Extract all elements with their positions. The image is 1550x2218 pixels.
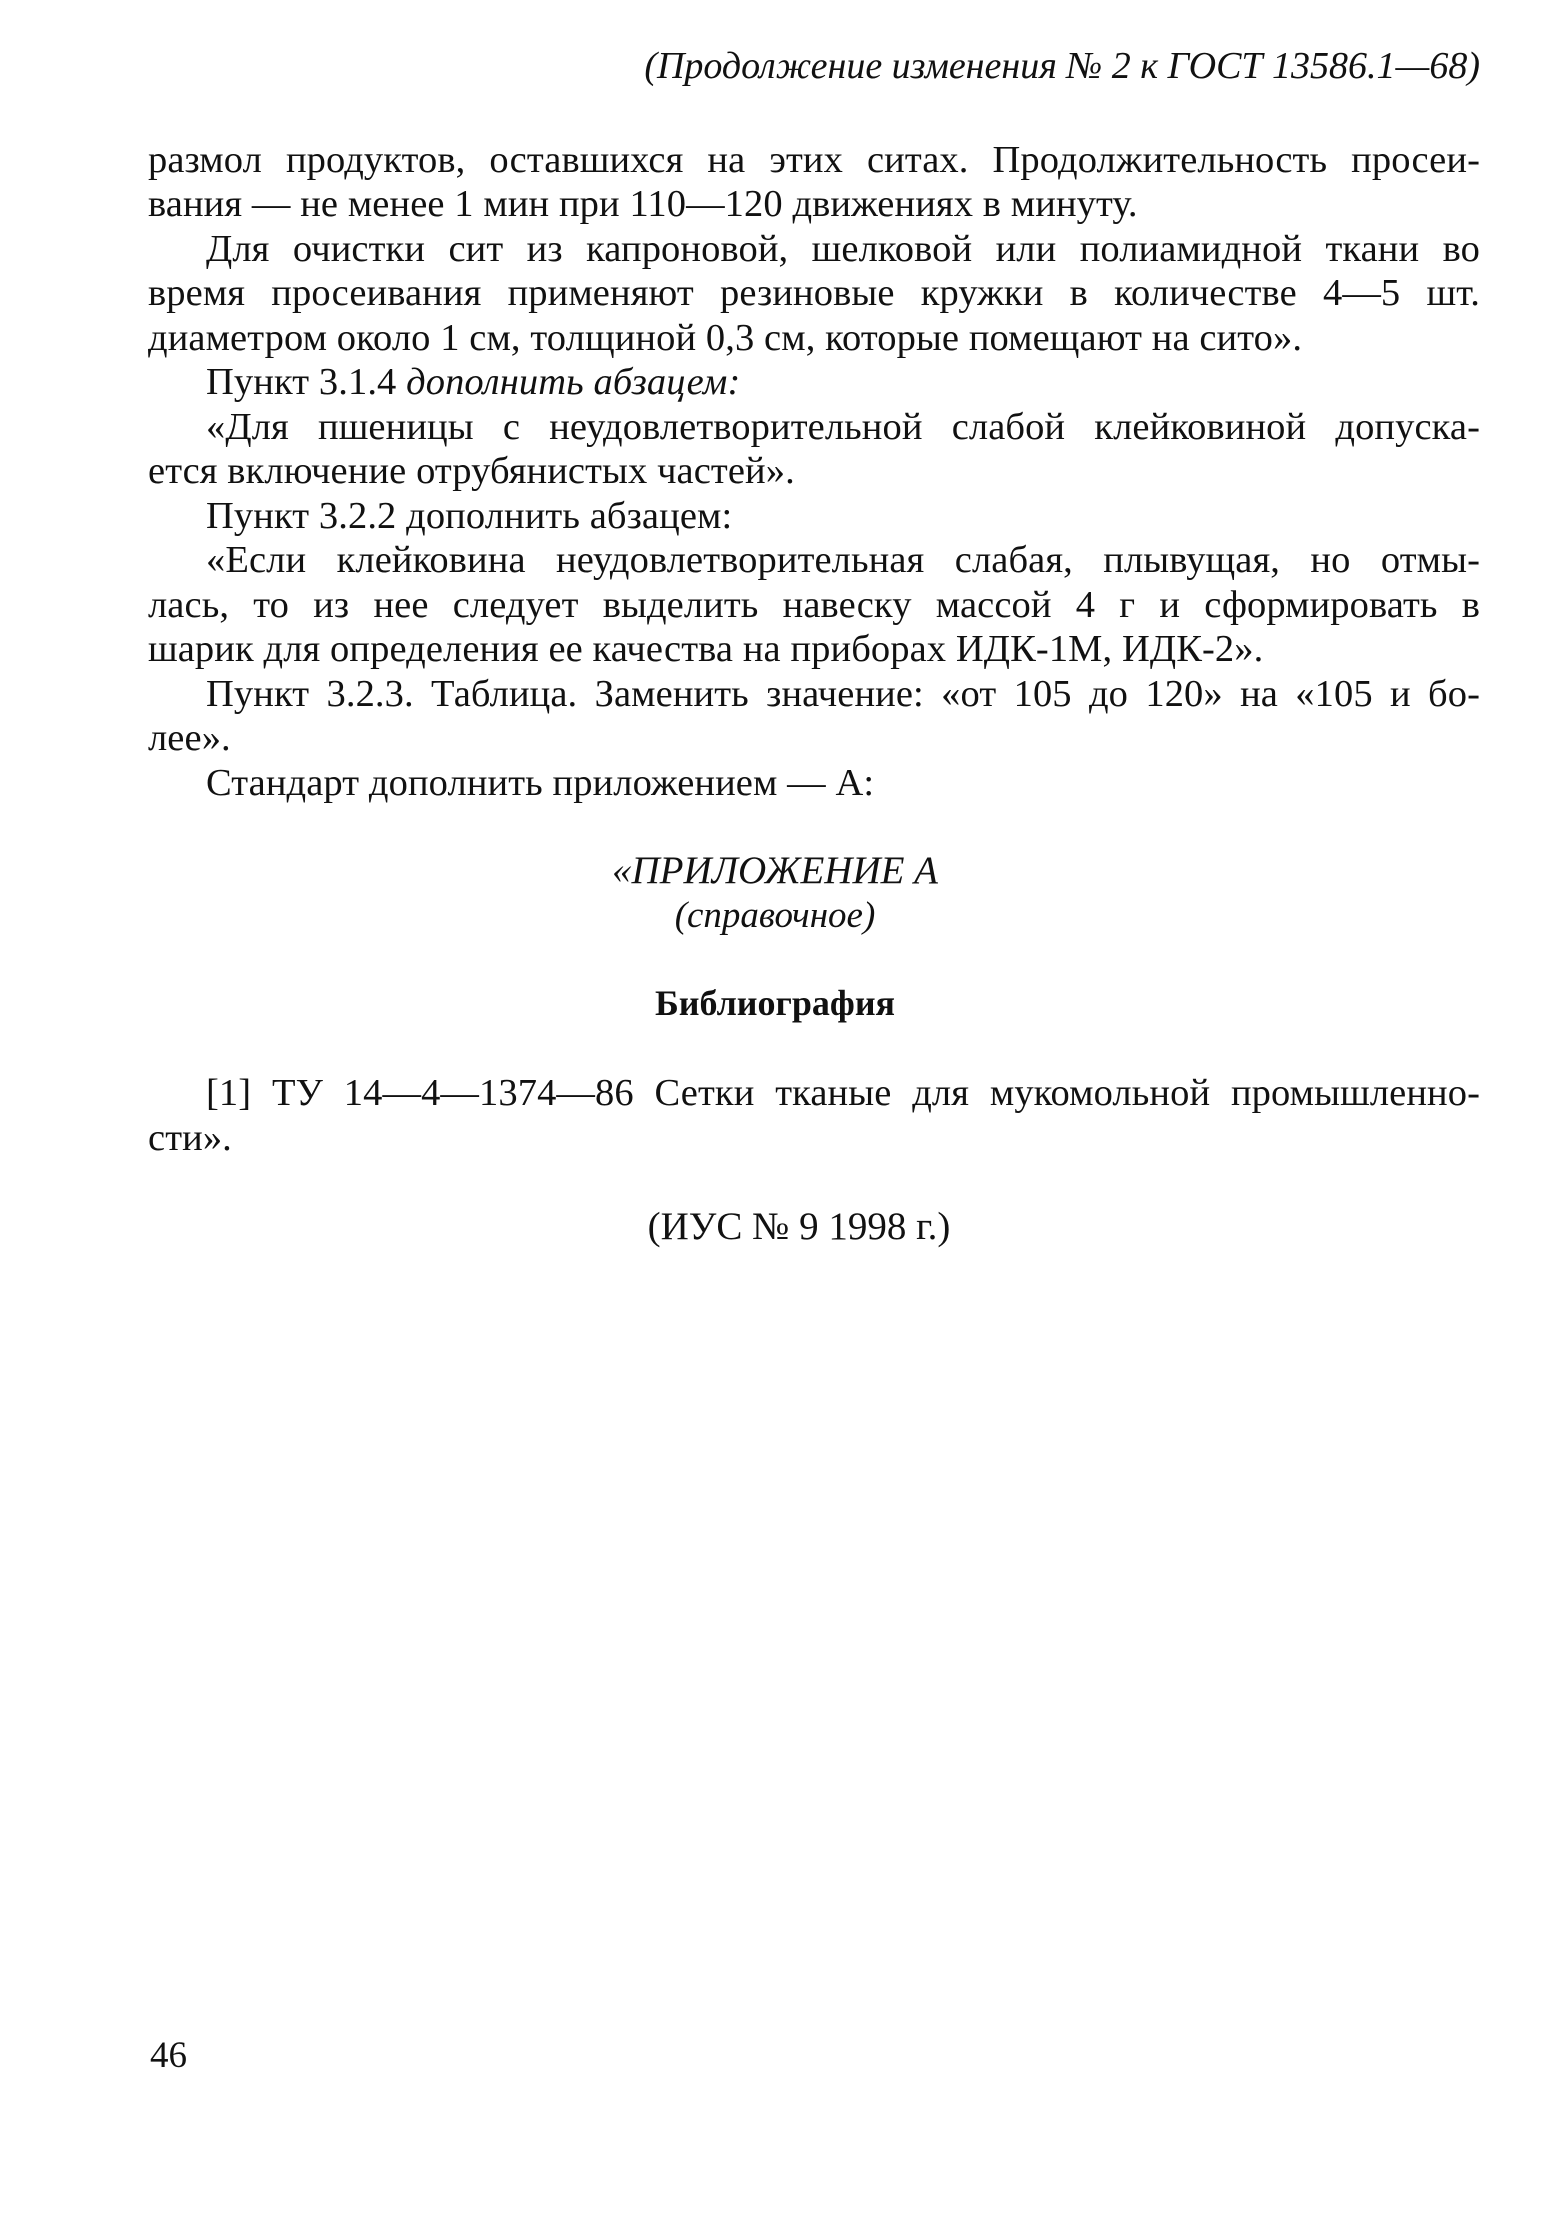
paragraph-line: диаметром около 1 см, толщиной 0,3 см, которые помещают на сито». (148, 317, 1303, 359)
clause-reference: Пункт 3.1.4 (206, 361, 407, 403)
paragraph-line: Пункт 3.2.2 дополнить абзацем: (206, 495, 733, 537)
appendix-title: «ПРИЛОЖЕНИЕ А (611, 849, 938, 892)
bibliography-entry: [1] ТУ 14—4—1374—86 Сетки тканые для мукомольной промышленно- (206, 1072, 1480, 1114)
italic-instruction: дополнить абзацем: (406, 361, 741, 403)
paragraph-line: время просеивания применяют резиновые кружки в количестве 4—5 шт. (148, 272, 1480, 314)
paragraph-line: «Для пшеницы с неудовлетворительной слабой клейковиной допуска- (206, 406, 1480, 448)
paragraph-line: размол продуктов, оставшихся на этих ситах. Продолжительность просеи- (148, 139, 1480, 181)
ius-reference: (ИУС № 9 1998 г.) (647, 1205, 951, 1248)
paragraph-line: ется включение отрубянистых частей». (148, 450, 795, 492)
paragraph-line: Для очистки сит из капроновой, шелковой или полиамидной ткани во (206, 228, 1480, 270)
paragraph-line: Стандарт дополнить приложением — А: (206, 762, 875, 804)
appendix-subtitle: (справочное) (674, 895, 876, 936)
paragraph-line: лась, то из нее следует выделить навеску массой 4 г и сформировать в (148, 584, 1480, 626)
running-header: (Продолжение изменения № 2 к ГОСТ 13586.1—68) (644, 45, 1480, 87)
page-number: 46 (150, 2035, 187, 2076)
paragraph-line: «Если клейковина неудовлетворительная слабая, плывущая, но отмы- (206, 539, 1480, 581)
paragraph-line: лее». (148, 717, 231, 759)
bibliography-heading: Библиография (654, 983, 896, 1023)
paragraph-line (206, 360, 740, 404)
paragraph-line: вания — не менее 1 мин при 110—120 движениях в минуту. (148, 183, 1138, 225)
paragraph-line: шарик для определения ее качества на приборах ИДК-1М, ИДК-2». (148, 628, 1264, 670)
bibliography-entry: сти». (148, 1117, 232, 1159)
paragraph-line: Пункт 3.2.3. Таблица. Заменить значение: «от 105 до 120» на «105 и бо- (206, 673, 1480, 715)
